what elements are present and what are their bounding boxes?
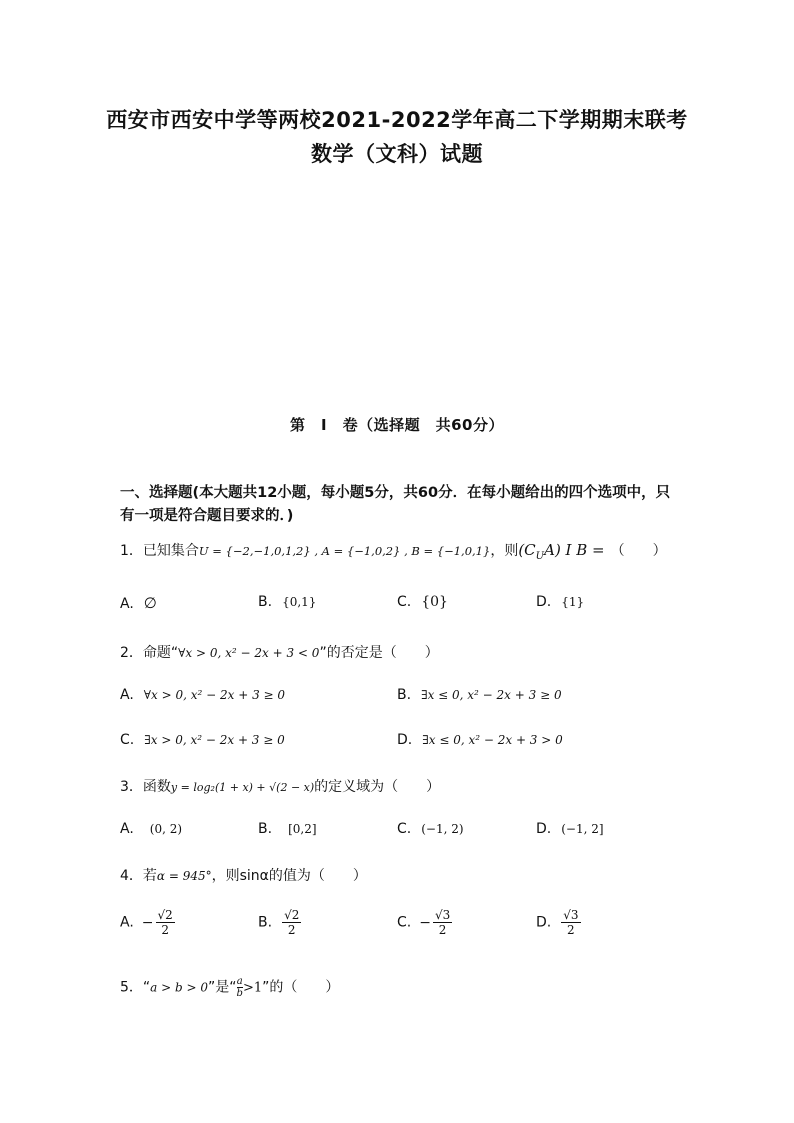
question-1-option-a <box>120 594 157 612</box>
question-5-after-fraction: >1 <box>242 980 263 996</box>
question-3-option-c <box>397 821 464 837</box>
fraction-numerator: a <box>236 976 243 987</box>
question-2-option-a <box>120 687 285 703</box>
option-value: (−1, 2] <box>561 822 604 836</box>
question-2-math: ∀x > 0, x² − 2x + 3 < 0 <box>178 646 320 660</box>
option-letter: C. <box>397 594 412 610</box>
option-value: [0,2] <box>288 822 317 836</box>
question-4-option-b <box>258 908 301 937</box>
fraction-numerator: √3 <box>563 908 579 922</box>
question-1-option-d <box>536 594 584 610</box>
question-1-tail-end: （ ） <box>610 543 667 559</box>
option-sign: − <box>419 914 431 931</box>
option-letter: A. <box>120 596 134 612</box>
part-one-title: 第 Ⅰ 卷（选择题 共60分） <box>290 416 504 434</box>
option-fraction <box>156 908 175 937</box>
question-1-math: U = {−2,−1,0,1,2} , A = {−1,0,2} , B = {−1,0,1} <box>198 544 491 558</box>
question-2-tail: ”的否定是（ ） <box>319 645 439 661</box>
question-1 <box>120 540 720 562</box>
option-value: {1} <box>561 595 585 609</box>
option-sign: − <box>141 914 154 931</box>
option-letter: C. <box>397 821 412 837</box>
fraction-denominator: b <box>236 988 243 999</box>
option-value: ∃x ≤ 0, x² − 2x + 3 ≥ 0 <box>421 688 562 702</box>
question-3-tail: 的定义域为（ ） <box>314 779 441 795</box>
question-4-tail: ，则sinα的值为（ ） <box>211 868 367 884</box>
option-value: (0, 2) <box>149 822 183 836</box>
exam-title-line1: 西安市西安中学等两校2021-2022学年高二下学期期末联考 <box>106 108 688 132</box>
question-1-tail-sub: U <box>535 550 545 562</box>
option-letter: A. <box>120 687 134 703</box>
question-3-label: 3．函数 <box>120 779 171 795</box>
option-letter: B. <box>258 914 273 931</box>
option-value: ∀x > 0, x² − 2x + 3 ≥ 0 <box>143 688 286 702</box>
question-3-math: y = log₂(1 + x) + √(2 − x) <box>170 781 315 794</box>
question-5-label: 5．“ <box>120 979 151 996</box>
fraction-denominator: 2 <box>567 923 575 937</box>
exam-title-line2: 数学（文科）试题 <box>311 142 483 166</box>
section-instructions: 一、选择题(本大题共12小题，每小题5分，共60分．在每小题给出的四个选项中，只有一项是符合题目要求的．) <box>120 485 671 524</box>
option-letter: C. <box>397 914 412 931</box>
question-1-tail-math2: A) I B = <box>544 541 605 559</box>
option-letter: A. <box>120 821 134 837</box>
fraction-denominator: 2 <box>287 923 296 937</box>
question-1-label: 1．已知集合 <box>120 543 199 559</box>
question-5-mid: ”是“ <box>208 979 237 996</box>
question-2-option-b <box>397 687 562 703</box>
option-fraction <box>433 908 452 937</box>
option-value: ∅ <box>143 594 157 612</box>
fraction-denominator: 2 <box>438 923 447 937</box>
question-4-math: α = 945° <box>156 869 212 883</box>
question-1-tail-prefix: ，则 <box>490 543 519 559</box>
option-fraction <box>561 908 580 937</box>
question-4-option-c <box>397 908 452 937</box>
option-letter: B. <box>258 821 273 837</box>
question-4 <box>120 865 720 885</box>
option-letter: A. <box>120 914 134 931</box>
option-value: ∃x ≤ 0, x² − 2x + 3 > 0 <box>422 733 563 747</box>
fraction-denominator: 2 <box>161 923 169 937</box>
question-2-label: 2．命题“ <box>120 645 179 661</box>
option-letter: B. <box>397 687 412 703</box>
option-letter: D. <box>536 821 552 837</box>
option-value: {0} <box>421 594 448 610</box>
question-1-tail-math: (C <box>518 541 536 559</box>
question-1-option-b <box>258 594 316 610</box>
question-3-option-b <box>258 821 317 837</box>
question-2 <box>120 642 720 662</box>
option-fraction <box>282 908 301 937</box>
question-5-tail: ”的（ ） <box>262 979 340 996</box>
option-letter: C. <box>120 732 135 748</box>
option-letter: D. <box>536 914 552 931</box>
fraction-numerator: √2 <box>157 908 173 922</box>
option-letter: D. <box>536 594 552 610</box>
option-value: {0,1} <box>282 595 317 609</box>
fraction-numerator: √3 <box>434 908 451 922</box>
question-2-option-c <box>120 732 285 748</box>
question-4-option-a <box>120 908 175 937</box>
question-3-option-a <box>120 821 182 837</box>
question-3 <box>120 776 720 796</box>
question-5-math: a > b > 0 <box>150 980 209 995</box>
option-letter: B. <box>258 594 273 610</box>
question-1-option-c <box>397 594 448 610</box>
option-value: (−1, 2) <box>421 822 464 836</box>
option-letter: D. <box>397 732 413 748</box>
question-5 <box>120 976 720 999</box>
question-4-label: 4．若 <box>120 868 157 884</box>
option-value: ∃x > 0, x² − 2x + 3 ≥ 0 <box>144 733 285 747</box>
question-3-option-d <box>536 821 604 837</box>
question-2-option-d <box>397 732 563 748</box>
question-4-option-d <box>536 908 581 937</box>
fraction-numerator: √2 <box>284 908 300 922</box>
